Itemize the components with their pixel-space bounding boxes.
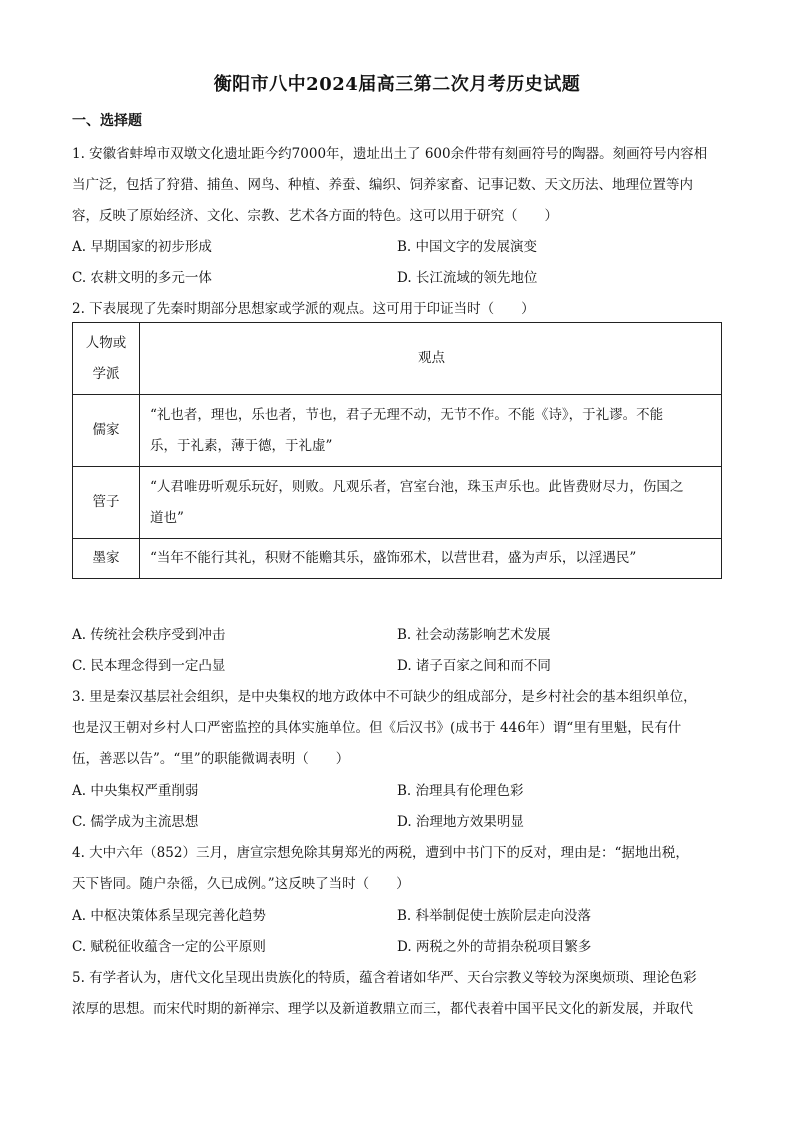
table-row-view: “当年不能行其礼，积财不能赡其乐，盛饰邪术，以营世君，盛为声乐，以淫遇民”	[140, 539, 722, 579]
table-row-name: 儒家	[73, 395, 140, 467]
q4-line-2: 天下皆同。随户杂徭，久已成例。”这反映了当时（ ）	[72, 876, 410, 892]
q3-line-1: 3. 里是秦汉基层社会组织，是中央集权的地方政体中不可缺少的组成部分，是乡村社会的基本组织单位，	[72, 689, 697, 705]
q1-line-3: 容，反映了原始经济、文化、宗教、艺术各方面的特色。这可以用于研究（ ）	[72, 208, 558, 224]
q2-option-d[interactable]: D. 诸子百家之间和而不同	[397, 658, 551, 674]
q3-option-b[interactable]: B. 治理具有伦理色彩	[397, 783, 524, 799]
table-header-row	[73, 323, 722, 395]
q2-option-b[interactable]: B. 社会动荡影响艺术发展	[397, 627, 551, 643]
q2-option-c[interactable]: C. 民本理念得到一定凸显	[72, 658, 226, 674]
table-row-view: “礼也者，理也，乐也者，节也，君子无理不动，无节不作。不能《诗》，于礼谬。不能 乐，于礼素，薄于德，于礼虚”	[140, 395, 722, 467]
q4-option-b[interactable]: B. 科举制促使士族阶层走向没落	[397, 908, 592, 924]
q2-stem: 2. 下表展现了先秦时期部分思想家或学派的观点。这可用于印证当时（ ）	[72, 301, 535, 317]
q4-option-a[interactable]: A. 中枢决策体系呈现完善化趋势	[72, 908, 266, 924]
table-row	[73, 467, 722, 539]
q1-option-c[interactable]: C. 农耕文明的多元一体	[72, 270, 212, 286]
table-row	[73, 395, 722, 467]
section-heading: 一、选择题	[72, 113, 142, 129]
q3-option-a[interactable]: A. 中央集权严重削弱	[72, 783, 199, 799]
table-row-view: “人君唯毋听观乐玩好，则败。凡观乐者，宫室台池，珠玉声乐也。此皆费财尽力，伤国之 道也”	[140, 467, 722, 539]
table-header-col2: 观点	[140, 323, 722, 395]
q2-option-a[interactable]: A. 传统社会秩序受到冲击	[72, 627, 226, 643]
q1-line-1: 1. 安徽省蚌埠市双墩文化遗址距今约7000年，遗址出土了 600余件带有刻画符号的陶器。刻画符号内容相	[72, 146, 708, 162]
q1-option-a[interactable]: A. 早期国家的初步形成	[72, 239, 212, 255]
q1-option-d[interactable]: D. 长江流域的领先地位	[397, 270, 538, 286]
q4-option-d[interactable]: D. 两税之外的苛捐杂税项目繁多	[397, 939, 592, 955]
table-header-col1: 人物或 学派	[73, 323, 140, 395]
q3-option-c[interactable]: C. 儒学成为主流思想	[72, 814, 199, 830]
table-row	[73, 539, 722, 579]
q5-line-2: 浓厚的思想。而宋代时期的新禅宗、理学以及新道教鼎立而三，都代表着中国平民文化的新发展，并取代	[72, 1001, 693, 1017]
viewpoints-table	[72, 322, 722, 579]
q1-option-b[interactable]: B. 中国文字的发展演变	[397, 239, 538, 255]
q3-line-3: 伍，善恶以告”。“里”的职能微调表明（ ）	[72, 751, 350, 767]
table-row-name: 墨家	[73, 539, 140, 579]
table-row-name: 管子	[73, 467, 140, 539]
q1-line-2: 当广泛，包括了狩猎、捕鱼、网鸟、种植、养蚕、编织、饲养家畜、记事记数、天文历法、地理位置等内	[72, 177, 693, 193]
q3-line-2: 也是汉王朝对乡村人口严密监控的具体实施单位。但《后汉书》(成书于 446年）谓“里有里魁，民有什	[72, 720, 682, 736]
q4-option-c[interactable]: C. 赋税征收蕴含一定的公平原则	[72, 939, 266, 955]
q3-option-d[interactable]: D. 治理地方效果明显	[397, 814, 524, 830]
q5-line-1: 5. 有学者认为，唐代文化呈现出贵族化的特质，蕴含着诸如华严、天台宗教义等较为深奥烦琐、理论色彩	[72, 970, 697, 986]
q4-line-1: 4. 大中六年（852）三月，唐宣宗想免除其舅郑光的两税，遭到中书门下的反对，理由是：“据地出税，	[72, 845, 689, 861]
page-title: 衡阳市八中2024届高三第二次月考历史试题	[213, 74, 581, 95]
